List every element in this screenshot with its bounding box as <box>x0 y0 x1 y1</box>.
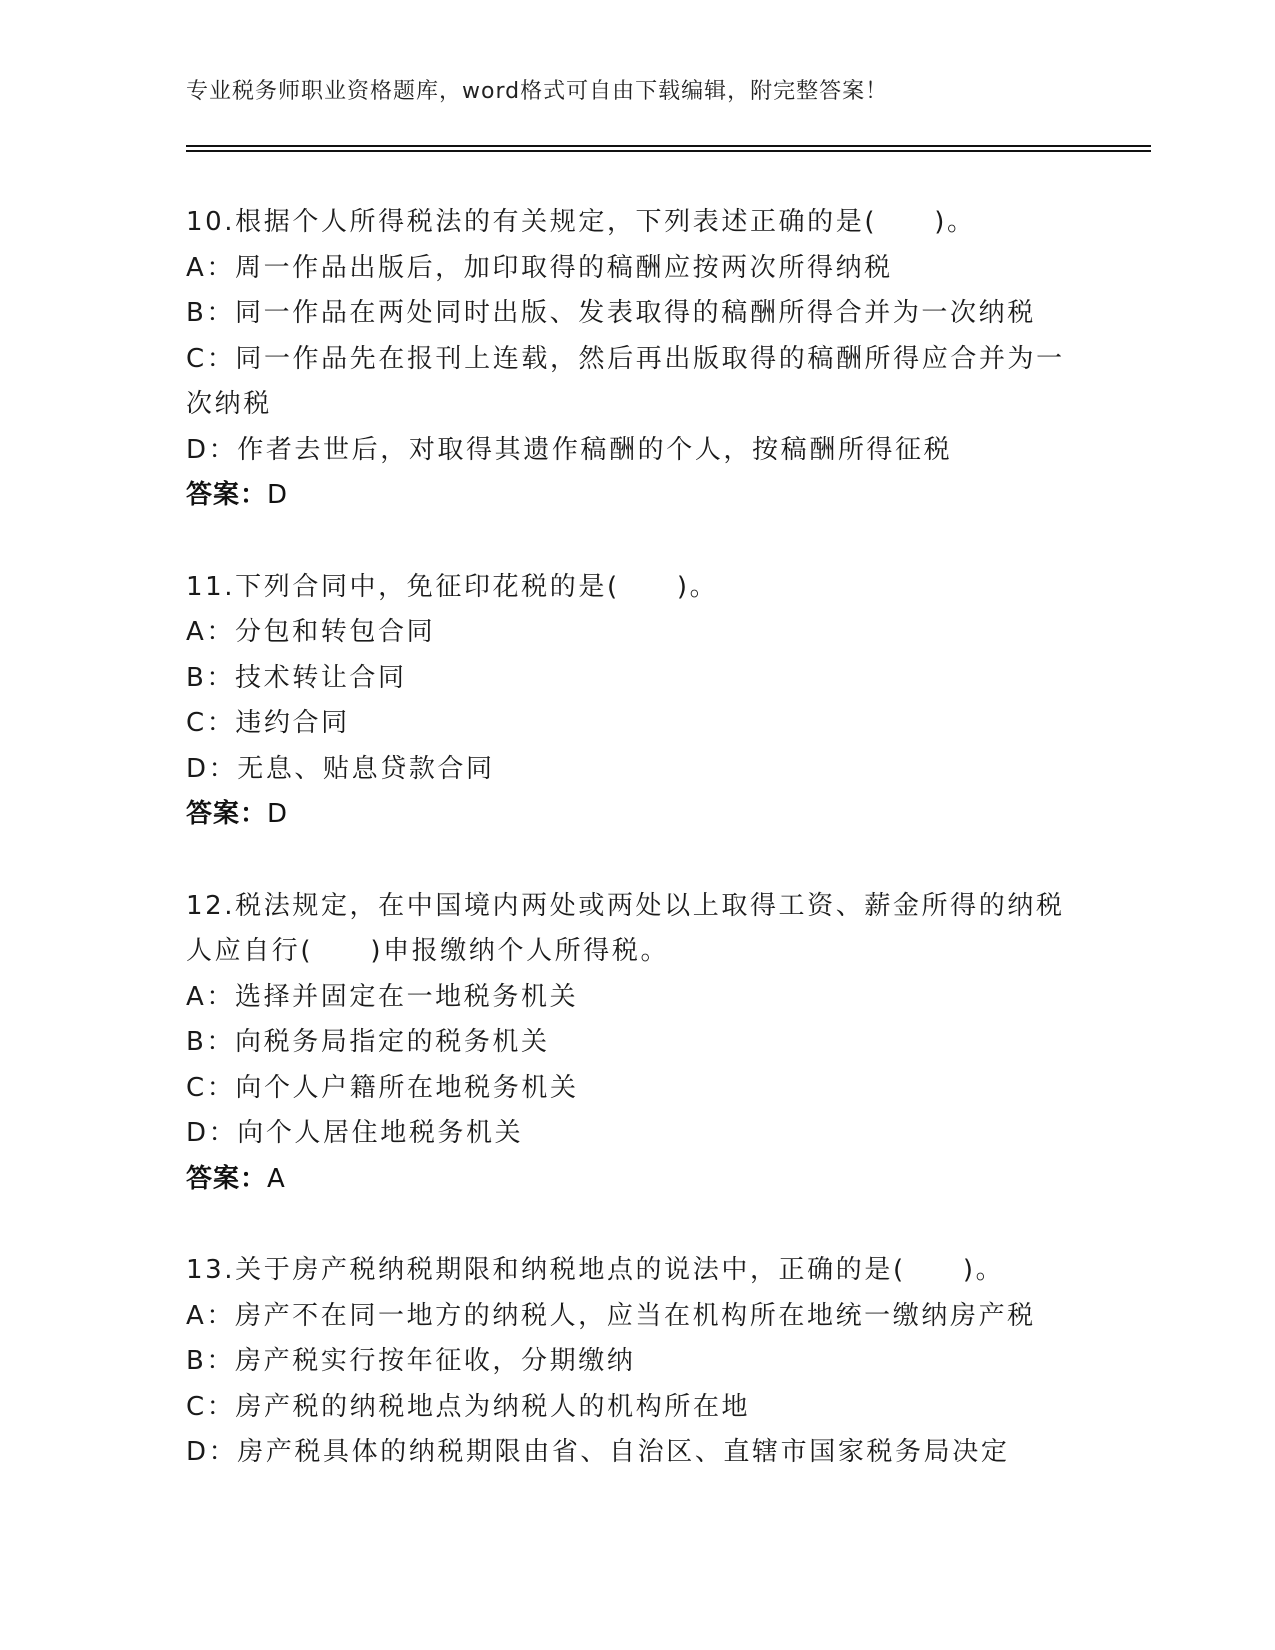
option-d: D：作者去世后，对取得其遗作稿酬的个人，按稿酬所得征税 <box>186 434 953 465</box>
question-stem: 10.根据个人所得税法的有关规定，下列表述正确的是( )。 <box>186 207 976 237</box>
option-c: C：房产税的纳税地点为纳税人的机构所在地 <box>186 1391 751 1422</box>
option-b: B：技术转让合同 <box>186 662 407 693</box>
answer-value: D <box>267 480 289 510</box>
question-stem: 12.税法规定，在中国境内两处或两处以上取得工资、薪金所得的纳税人应自行( )申报缴纳个人所得税。 <box>186 890 1065 966</box>
header-note: 专业税务师职业资格题库，word格式可自由下载编辑，附完整答案！ <box>186 79 889 104</box>
option-a: A：房产不在同一地方的纳税人，应当在机构所在地统一缴纳房产税 <box>186 1300 1036 1331</box>
option-a: A：周一作品出版后，加印取得的稿酬应按两次所得纳税 <box>186 252 893 283</box>
header-rule-bottom <box>186 150 1151 152</box>
question-12 <box>186 884 1086 1203</box>
header-rule-top <box>186 145 1151 147</box>
answer-line <box>186 792 1086 838</box>
question-10 <box>186 200 1086 519</box>
option-b: B：房产税实行按年征收，分期缴纳 <box>186 1346 636 1376</box>
answer-line <box>186 473 1086 519</box>
option-a: A：选择并固定在一地税务机关 <box>186 981 579 1012</box>
answer-label: 答案： <box>186 1163 268 1194</box>
option-c: C：违约合同 <box>186 708 350 738</box>
option-d: D：房产税具体的纳税期限由省、自治区、直辖市国家税务局决定 <box>186 1437 1010 1467</box>
option-d: D：无息、贴息贷款合同 <box>186 753 495 784</box>
answer-value: D <box>267 799 289 829</box>
answer-label: 答案： <box>186 480 268 510</box>
answer-label: 答案： <box>186 799 268 829</box>
question-11 <box>186 565 1086 838</box>
option-c: C：同一作品先在报刊上连载，然后再出版取得的稿酬所得应合并为一次纳税 <box>186 343 1065 419</box>
option-a: A：分包和转包合同 <box>186 617 436 647</box>
question-13 <box>186 1248 1086 1476</box>
option-b: B：向税务局指定的税务机关 <box>186 1027 550 1057</box>
option-d: D：向个人居住地税务机关 <box>186 1118 524 1148</box>
question-stem: 11.下列合同中，免征印花税的是( )。 <box>186 571 719 602</box>
answer-value: A <box>267 1163 286 1194</box>
option-c: C：向个人户籍所在地税务机关 <box>186 1072 579 1103</box>
question-list <box>186 200 1086 1522</box>
question-stem: 13.关于房产税纳税期限和纳税地点的说法中，正确的是( )。 <box>186 1255 1005 1285</box>
option-b: B：同一作品在两处同时出版、发表取得的稿酬所得合并为一次纳税 <box>186 298 1036 328</box>
answer-line <box>186 1157 1086 1203</box>
